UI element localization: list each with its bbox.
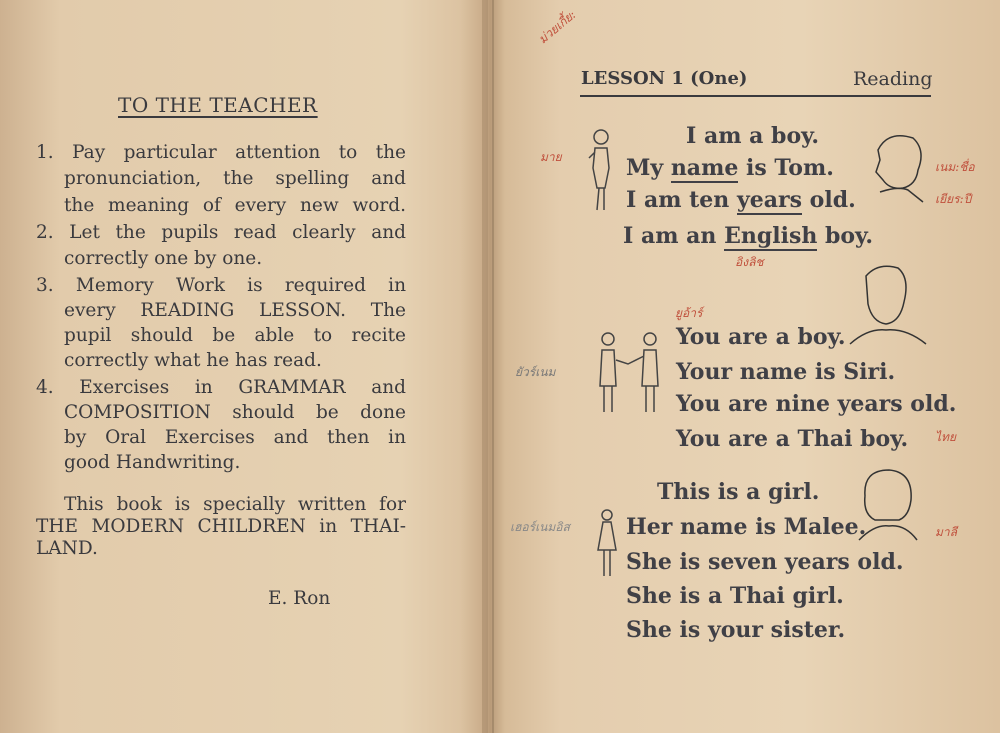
text-line: every READING LESSON. The xyxy=(64,300,406,321)
lesson-heading: LESSON 1 (One) xyxy=(581,68,748,89)
handwritten-note: อิงลิช xyxy=(735,255,764,269)
children-stick-figures-icon xyxy=(592,330,666,416)
handwritten-note: เยียร:ปี xyxy=(935,192,972,206)
page-title: TO THE TEACHER xyxy=(118,93,318,117)
sentence: You are a Thai boy. xyxy=(676,426,909,452)
sentence: She is a Thai girl. xyxy=(626,583,844,609)
handwritten-note: มาย xyxy=(540,150,562,164)
handwritten-note: ไทย xyxy=(935,430,956,444)
handwritten-note: ม่วยเกี้ย: xyxy=(535,7,579,47)
text-line: by Oral Exercises and then in xyxy=(64,427,406,448)
sentence: You are nine years old. xyxy=(676,391,957,417)
text-line: 3. Memory Work is required in xyxy=(36,275,406,296)
spine xyxy=(482,0,488,733)
text-line: 1. Pay particular attention to the xyxy=(36,142,406,163)
author: E. Ron xyxy=(268,588,331,609)
text-line: 2. Let the pupils read clearly and xyxy=(36,222,406,243)
text-line: LAND. xyxy=(36,538,98,559)
sentence: Your name is Siri. xyxy=(676,359,896,385)
girl-stick-figure-icon xyxy=(594,508,620,578)
sentence: She is seven years old. xyxy=(626,549,904,575)
text-line: This book is specially written for xyxy=(64,494,406,515)
handwritten-note: เนม:ชื่อ xyxy=(935,160,975,174)
sentence: She is your sister. xyxy=(626,617,846,643)
section-label: Reading xyxy=(853,68,933,90)
text-line: correctly what he has read. xyxy=(64,350,322,371)
handwritten-note: ยูอ้าร์ xyxy=(675,306,703,320)
text-line: 4. Exercises in GRAMMAR and xyxy=(36,377,406,398)
text-line: THE MODERN CHILDREN in THAI- xyxy=(36,516,406,537)
text-line: the meaning of every new word. xyxy=(64,195,406,216)
sentence: I am an English boy. xyxy=(623,223,873,249)
handwritten-note: เฮอร์เนมอิส xyxy=(510,520,570,534)
sentence: You are a boy. xyxy=(676,324,846,350)
boy-stick-figure-icon xyxy=(585,128,617,214)
handwritten-note: ยัวร์เนม xyxy=(515,365,556,379)
sentence: This is a girl. xyxy=(657,479,820,505)
handwritten-note: มาลี xyxy=(935,525,958,539)
text-line: correctly one by one. xyxy=(64,248,263,269)
spine-thread xyxy=(492,0,494,733)
sentence: I am a boy. xyxy=(686,123,820,149)
header-rule xyxy=(580,95,931,97)
boy-portrait-icon xyxy=(868,130,926,206)
sentence: I am ten years old. xyxy=(626,187,856,213)
sentence: My name is Tom. xyxy=(626,155,834,181)
text-line: COMPOSITION should be done xyxy=(64,402,406,423)
boy-portrait-icon xyxy=(848,262,928,348)
sentence: Her name is Malee. xyxy=(626,514,867,540)
text-line: good Handwriting. xyxy=(64,452,241,473)
text-line: pupil should be able to recite xyxy=(64,325,406,346)
text-line: pronunciation, the spelling and xyxy=(64,168,406,189)
